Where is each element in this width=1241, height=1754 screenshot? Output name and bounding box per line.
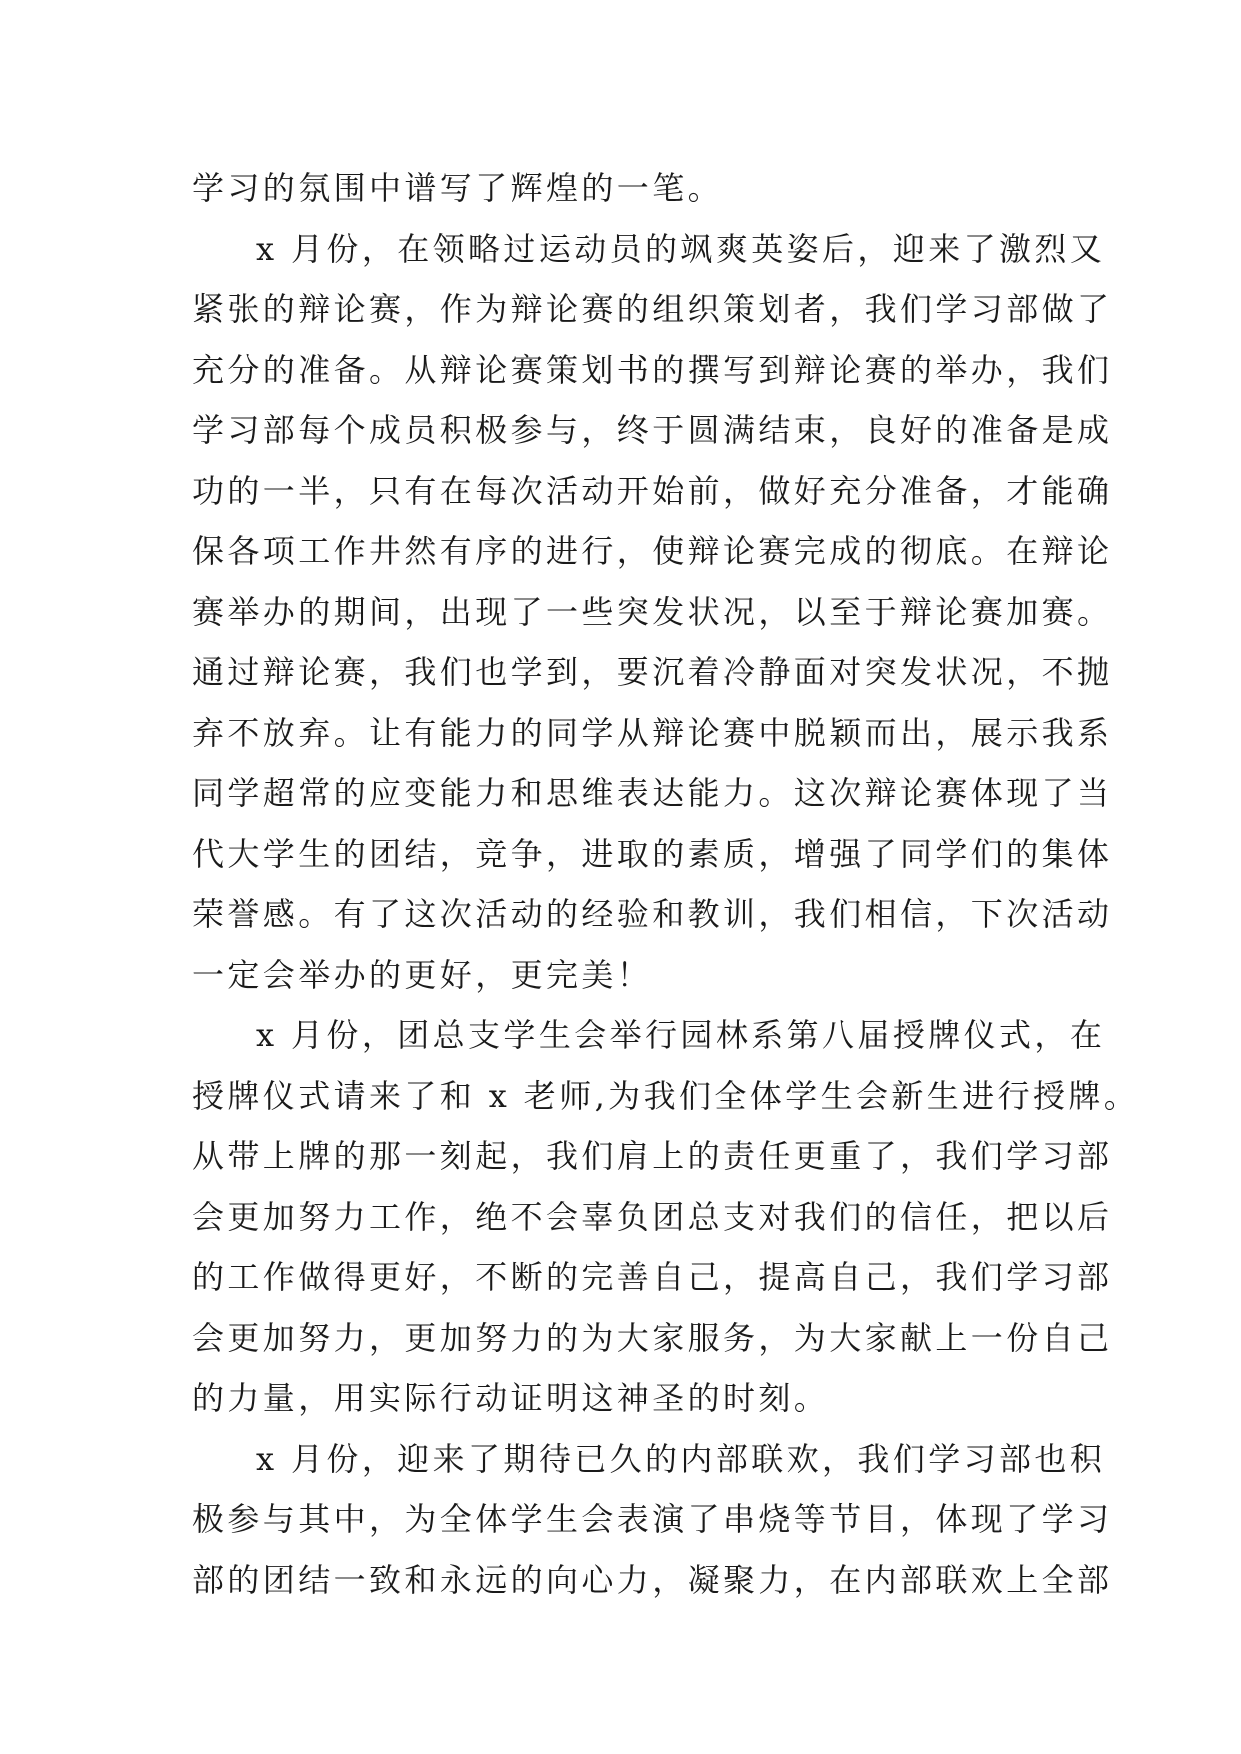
text-line: 一定会举办的更好，更完美！ (192, 955, 653, 994)
body-text (192, 158, 1140, 1610)
text-line: 通过辩论赛，我们也学到，要沉着冷静面对突发状况，不抛 (192, 653, 1113, 691)
text-line: 同学超常的应变能力和思维表达能力。这次辩论赛体现了当 (192, 774, 1113, 812)
text-line: 的工作做得更好，不断的完善自己，提高自己，我们学习部 (192, 1258, 1113, 1296)
text-line: 弃不放弃。让有能力的同学从辩论赛中脱颖而出，展示我系 (192, 713, 1113, 752)
text-line: 会更加努力工作，绝不会辜负团总支对我们的信任，把以后 (192, 1197, 1113, 1236)
text-line: 功的一半，只有在每次活动开始前，做好充分准备，才能确 (192, 471, 1113, 510)
text-line: 部的团结一致和永远的向心力，凝聚力，在内部联欢上全部 (192, 1560, 1113, 1599)
text-line: 极参与其中，为全体学生会表演了串烧等节目，体现了学习 (192, 1500, 1113, 1538)
text-line: 充分的准备。从辩论赛策划书的撰写到辩论赛的举办，我们 (192, 350, 1113, 389)
text-line: 授牌仪式请来了和 x 老师,为我们全体学生会新生进行授牌。 (192, 1076, 1140, 1115)
text-line: 代大学生的团结，竞争，进取的素质，增强了同学们的集体 (192, 834, 1113, 873)
paragraph-start-line: x 月份，团总支学生会举行园林系第八届授牌仪式，在 (256, 1016, 1106, 1054)
text-line: 学习部每个成员积极参与，终于圆满结束，良好的准备是成 (192, 411, 1113, 449)
text-line: 荣誉感。有了这次活动的经验和教训，我们相信，下次活动 (192, 895, 1113, 933)
paragraph-start-line: x 月份，迎来了期待已久的内部联欢，我们学习部也积 (256, 1439, 1106, 1478)
paragraph-start-line: x 月份，在领略过运动员的飒爽英姿后，迎来了激烈又 (256, 229, 1106, 268)
text-line: 从带上牌的那一刻起，我们肩上的责任更重了，我们学习部 (192, 1137, 1113, 1175)
text-line: 赛举办的期间，出现了一些突发状况，以至于辩论赛加赛。 (192, 592, 1113, 631)
text-line: 保各项工作井然有序的进行，使辩论赛完成的彻底。在辩论 (192, 532, 1113, 570)
text-line: 学习的氛围中谱写了辉煌的一笔。 (192, 169, 724, 207)
text-line: 的力量，用实际行动证明这神圣的时刻。 (192, 1379, 830, 1417)
text-line: 会更加努力，更加努力的为大家服务，为大家献上一份自己 (192, 1318, 1113, 1357)
text-line: 紧张的辩论赛，作为辩论赛的组织策划者，我们学习部做了 (192, 290, 1113, 328)
